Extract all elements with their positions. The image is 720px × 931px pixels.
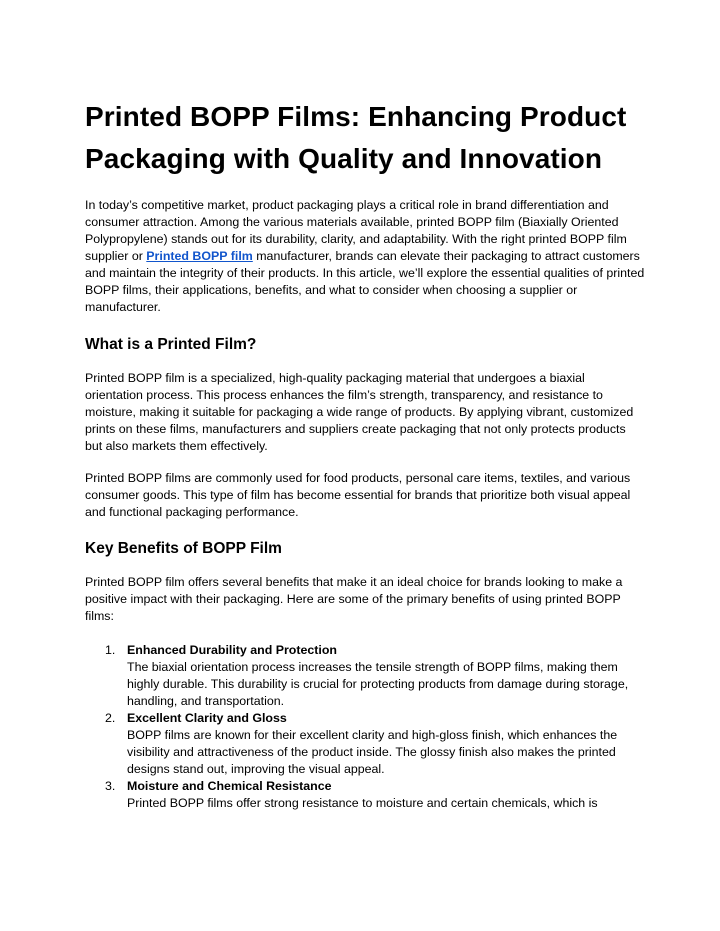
benefits-list [85, 642, 645, 812]
printed-bopp-film-link[interactable]: Printed BOPP film [146, 249, 253, 263]
list-item-text: Printed BOPP films offer strong resistance to moisture and certain chemicals, which is [127, 796, 598, 810]
list-item-title: Enhanced Durability and Protection [127, 643, 337, 657]
list-item-number: 2. [105, 711, 116, 725]
list-item-number: 1. [105, 643, 116, 657]
list-item-title: Moisture and Chemical Resistance [127, 779, 332, 793]
intro-text-after-link: manufacturer, brands can elevate their packaging to attract customers and maintain the integrity of their products. In this article, we’ll explore the essential qualities of printed BOPP films, their applications, benefits, and what to consider when choosing a supplier or manufacturer. [85, 249, 645, 314]
list-item-text: BOPP films are known for their excellent clarity and high-gloss finish, which enhances the visibility and attractiveness of the product inside. The glossy finish also makes the printed designs stand out, improving the visual appeal. [127, 728, 618, 776]
section2-intro-paragraph: Printed BOPP film offers several benefits that make it an ideal choice for brands looking to make a positive impact with their packaging. Here are some of the primary benefits of using printed BOPP films: [85, 575, 623, 623]
list-item [85, 778, 645, 812]
section-heading-key-benefits: Key Benefits of BOPP Film [85, 540, 282, 557]
intro-text-before-link: In today’s competitive market, product packaging plays a critical role in brand differentiation and consumer attraction. Among the various materials available, printed BOPP film (Biaxially Oriented Polypropylene) stands out for its durability, clarity, and adaptability. With the right printed BOPP film supplier or [85, 198, 627, 263]
section1-paragraph-2: Printed BOPP films are commonly used for food products, personal care items, textiles, and various consumer goods. This type of film has become essential for brands that prioritize both visual appeal and functional packaging performance. [85, 471, 631, 519]
section1-paragraph-1: Printed BOPP film is a specialized, high-quality packaging material that undergoes a biaxial orientation process. This process enhances the film’s strength, transparency, and resistance to moisture, making it suitable for packaging a wide range of products. By applying vibrant, customized prints on these films, manufacturers and suppliers create packaging that not only protects products but also markets them effectively. [85, 371, 634, 453]
list-item-number: 3. [105, 779, 116, 793]
list-item [85, 710, 645, 778]
page-title: Printed BOPP Films: Enhancing Product Packaging with Quality and Innovation [85, 101, 627, 174]
section-heading-what-is-printed-film: What is a Printed Film? [85, 336, 257, 353]
intro-paragraph [85, 197, 645, 316]
document-body [85, 96, 645, 812]
list-item-title: Excellent Clarity and Gloss [127, 711, 287, 725]
list-item [85, 642, 645, 710]
list-item-text: The biaxial orientation process increases the tensile strength of BOPP films, making them highly durable. This durability is crucial for protecting products from damage during storage, handling, and transportation. [127, 660, 629, 708]
